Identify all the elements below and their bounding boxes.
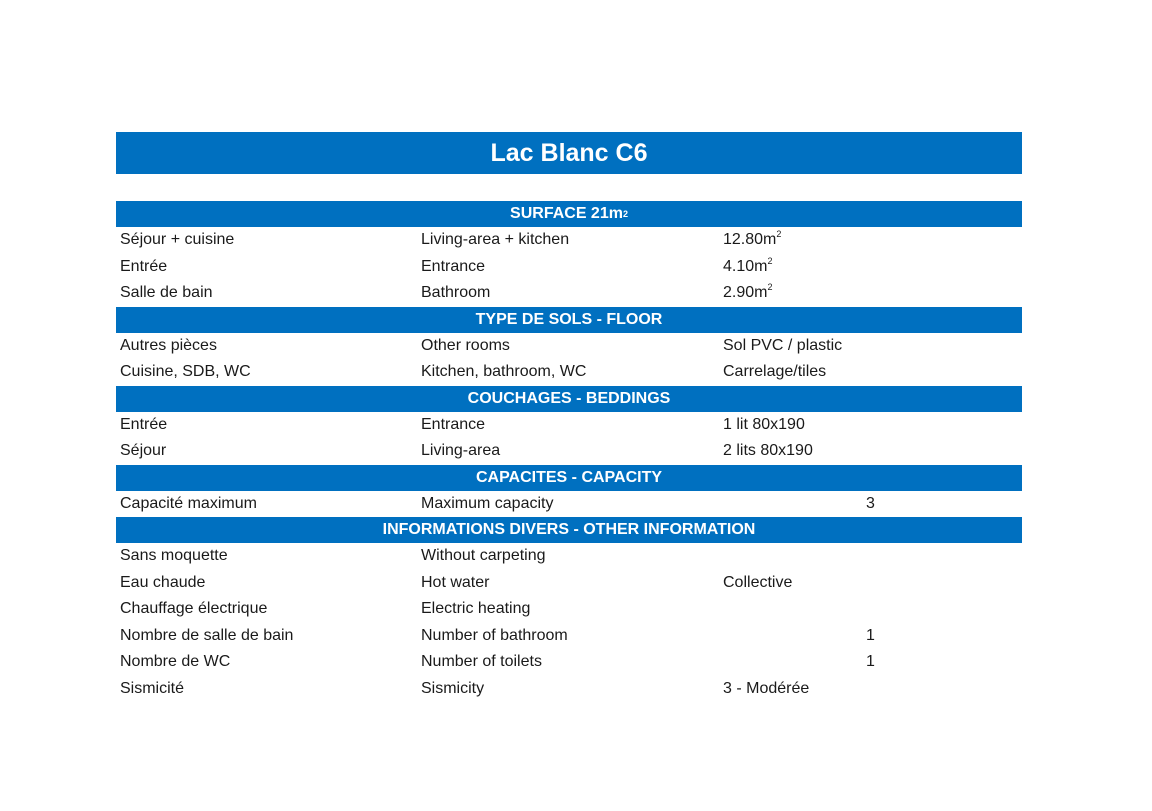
count-value: 1 xyxy=(866,626,875,644)
french-label: Nombre de WC xyxy=(120,653,231,671)
english-label: Living-area xyxy=(421,442,501,460)
page-title xyxy=(116,132,1022,174)
english-label: Hot water xyxy=(421,573,490,591)
table-row xyxy=(116,333,1022,360)
table-row xyxy=(116,676,1022,703)
value-cell xyxy=(723,680,809,698)
value-text: 12.80m xyxy=(723,231,777,249)
value-cell xyxy=(723,231,781,249)
value-cell xyxy=(723,255,773,276)
table-row xyxy=(116,543,1022,570)
value-cell xyxy=(723,284,772,302)
value-text: 2 lits 80x190 xyxy=(723,442,813,460)
value-text: Sol PVC / plastic xyxy=(723,336,843,354)
french-label: Salle de bain xyxy=(120,284,213,302)
count-value: 3 xyxy=(866,494,875,512)
french-label: Séjour + cuisine xyxy=(120,231,235,249)
table-row xyxy=(116,359,1022,386)
section-header xyxy=(116,465,1022,491)
english-label: Without carpeting xyxy=(421,547,546,565)
section-header xyxy=(116,307,1022,333)
value-text: Collective xyxy=(723,573,793,591)
english-label: Entrance xyxy=(421,415,486,433)
french-label: Séjour xyxy=(120,442,167,460)
table-row xyxy=(116,649,1022,676)
value-superscript: 2 xyxy=(767,282,773,293)
table-row xyxy=(116,227,1022,254)
value-superscript: 2 xyxy=(767,255,773,266)
section-header xyxy=(116,517,1022,543)
french-label: Sans moquette xyxy=(120,547,228,565)
table-row xyxy=(116,280,1022,307)
section-header-label: SURFACE 21m xyxy=(510,205,623,222)
table-row xyxy=(116,438,1022,465)
section-header-label: TYPE DE SOLS - FLOOR xyxy=(475,310,663,328)
table-row xyxy=(116,491,1022,518)
value-cell xyxy=(723,363,826,381)
count-value: 1 xyxy=(866,653,875,671)
english-label: Bathroom xyxy=(421,284,491,302)
value-cell xyxy=(723,442,813,460)
english-label: Kitchen, bathroom, WC xyxy=(421,363,587,381)
table-row xyxy=(116,570,1022,597)
table-row xyxy=(116,596,1022,623)
value-superscript: 2 xyxy=(776,229,782,240)
title-text: Lac Blanc C6 xyxy=(490,138,648,167)
french-label: Cuisine, SDB, WC xyxy=(120,363,251,381)
section-header-label: CAPACITES - CAPACITY xyxy=(475,468,663,486)
english-label: Electric heating xyxy=(421,600,531,618)
table-row xyxy=(116,412,1022,439)
value-cell xyxy=(723,574,792,592)
french-label: Capacité maximum xyxy=(120,494,257,512)
english-label: Living-area + kitchen xyxy=(421,231,570,249)
value-text: Carrelage/tiles xyxy=(723,363,827,381)
french-label: Entrée xyxy=(120,257,168,275)
value-cell xyxy=(723,416,805,434)
value-text: 1 lit 80x190 xyxy=(723,415,805,433)
english-label: Other rooms xyxy=(421,336,510,354)
section-header-label: COUCHAGES - BEDDINGS xyxy=(467,389,671,407)
french-label: Eau chaude xyxy=(120,573,206,591)
english-label: Maximum capacity xyxy=(421,494,554,512)
value-text: 3 - Modérée xyxy=(723,679,810,697)
french-label: Nombre de salle de bain xyxy=(120,626,294,644)
section-header-label: INFORMATIONS DIVERS - OTHER INFORMATION xyxy=(382,521,756,538)
value-text: 4.10m xyxy=(723,257,768,275)
english-label: Number of bathroom xyxy=(421,626,568,644)
value-text: 2.90m xyxy=(723,284,768,302)
table-row xyxy=(116,254,1022,281)
value-cell xyxy=(723,337,842,355)
section-header xyxy=(116,386,1022,412)
french-label: Entrée xyxy=(120,415,168,433)
table-row xyxy=(116,623,1022,650)
info-table xyxy=(116,201,1022,702)
section-header: SURFACE 21m 2 xyxy=(116,201,1022,227)
english-label: Sismicity xyxy=(421,679,485,697)
french-label: Autres pièces xyxy=(120,336,217,354)
english-label: Entrance xyxy=(421,257,486,275)
french-label: Sismicité xyxy=(120,679,185,697)
french-label: Chauffage électrique xyxy=(120,600,268,618)
english-label: Number of toilets xyxy=(421,653,542,671)
